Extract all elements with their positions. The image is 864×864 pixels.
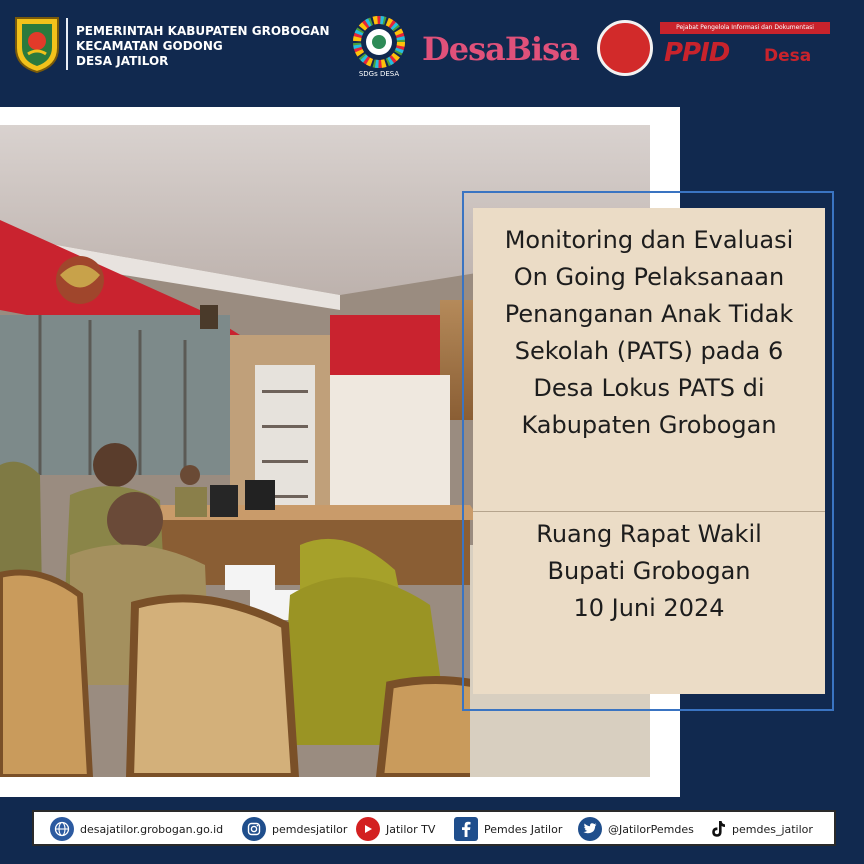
place-line-1: Ruang Rapat Wakil — [536, 520, 762, 548]
sdgs-label: SDGs DESA — [358, 70, 400, 78]
gov-title — [76, 24, 330, 69]
ppid-wordmark: PPID — [664, 38, 730, 68]
sdgs-desa-logo — [350, 16, 408, 82]
text-panel — [473, 208, 825, 694]
footer-facebook[interactable] — [454, 817, 562, 841]
facebook-icon — [454, 817, 478, 841]
tiktok-icon — [708, 817, 728, 841]
place-line-2: Bupati Grobogan — [547, 557, 751, 585]
ppid-desa-logo — [660, 22, 830, 70]
tiktok-label: pemdes_jatilor — [732, 822, 813, 836]
footer-tiktok[interactable] — [708, 817, 813, 841]
event-date: 10 Juni 2024 — [573, 594, 725, 622]
desabisa-wordmark: DesaBisa — [422, 30, 579, 68]
footer-youtube[interactable] — [356, 817, 435, 841]
header-divider — [66, 18, 68, 70]
title-line-3: Penanganan Anak Tidak — [504, 300, 794, 328]
gov-line-3: DESA JATILOR — [76, 54, 169, 68]
social-footer — [32, 810, 836, 846]
title-line-6: Kabupaten Grobogan — [521, 411, 777, 439]
facebook-label: Pemdes Jatilor — [484, 822, 563, 836]
title-line-1: Monitoring dan Evaluasi — [504, 226, 794, 254]
ppid-desa-word: Desa — [764, 46, 812, 66]
desabisa-logo — [422, 18, 588, 78]
panel-divider — [473, 511, 825, 512]
gov-line-2: KECAMATAN GODONG — [76, 39, 223, 53]
youtube-icon — [356, 817, 380, 841]
website-label: desajatilor.grobogan.go.id — [80, 822, 224, 836]
header — [0, 0, 864, 100]
jatilor-logo-icon — [597, 20, 653, 76]
title-line-2: On Going Pelaksanaan — [513, 263, 785, 291]
instagram-label: pemdesjatilor — [272, 822, 348, 836]
footer-twitter[interactable] — [578, 817, 694, 841]
ppid-subtitle: Pejabat Pengelola Informasi dan Dokumentasi — [660, 22, 830, 34]
event-place-date — [483, 516, 815, 627]
youtube-label: Jatilor TV — [386, 822, 436, 836]
twitter-icon — [578, 817, 602, 841]
globe-icon — [50, 817, 74, 841]
grobogan-emblem-icon — [12, 14, 62, 74]
title-line-5: Desa Lokus PATS di — [533, 374, 765, 402]
footer-website[interactable] — [50, 817, 223, 841]
twitter-label: @JatilorPemdes — [608, 822, 694, 836]
gov-line-1: PEMERINTAH KABUPATEN GROBOGAN — [76, 24, 330, 38]
sdgs-wheel-icon — [350, 16, 408, 68]
instagram-icon — [242, 817, 266, 841]
title-line-4: Sekolah (PATS) pada 6 — [514, 337, 784, 365]
event-title — [483, 222, 815, 444]
footer-instagram[interactable] — [242, 817, 347, 841]
